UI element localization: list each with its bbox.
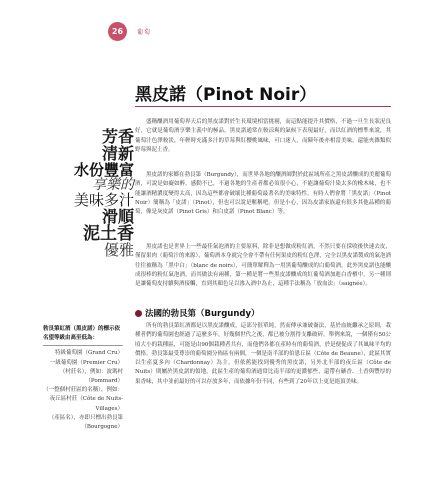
section-tag: 葡萄 — [137, 29, 152, 36]
body-paragraph — [135, 243, 391, 289]
body-paragraph — [135, 171, 391, 217]
pull-quote — [64, 129, 134, 259]
sidebar-entry: 特級葡萄園（Grand Cru） — [55, 350, 123, 357]
paragraph-text: 盛稱釀酒用葡萄界天后的黑皮諾對於生長環境相當挑剔，而這點能提升其價格，不過一旦生長狀況良好，它就是葡萄酒享樂主義中的極品。黑皮諾通常在較涼爽的氣候下表現最好，而以紅酒的標準來說，其葡萄汁色澤較淡，年輕時充滿多汁的草莓與紅櫻桃風味，可口迷人，而陳年後亦相當美味，還能夾雜類似野莓與泥土香。 — [135, 119, 391, 153]
sidebar-list — [43, 349, 123, 432]
sidebar-entry: 一級葡萄園（Premier Cru） — [49, 359, 123, 366]
section-heading — [135, 307, 260, 319]
pull-quote-word: 滑順 — [101, 206, 134, 226]
pull-quote-word: 清新 — [101, 143, 134, 163]
paragraph-text: 黑皮諾也是世界上一些最佳氣泡酒的主要原料，除非是想做成粉紅酒，不然只要在採收後快速去皮，僅留果肉（葡萄汁的來源），葡萄酒本身就完全會不帶有任何果皮的粉紅色澤，完全以黑皮諾製成的氣泡酒往往被稱為「黑中白」（blanc de noirs），可簡單解釋為一用黑葡萄釀成的白葡萄酒。此外黑皮諾也能釀成很棒的粉紅氣泡酒，而其做法有兩種，第一種是將一些黑皮諾釀成的紅葡萄酒加進白香檳中，另一種則是讓葡萄皮持續與酒接觸，直到其顏色足以滲入酒中為止，這種手法稱為「放血法」（saignée）。 — [135, 244, 391, 288]
pull-quote-word: 優雅 — [103, 241, 134, 260]
title-divider — [135, 106, 391, 107]
page-title: 黑皮諾（Pinot Noir） — [135, 85, 317, 105]
sidebar-title: 勃艮第紅酒（黑皮諾）的標示依名望等級由高至低為： — [43, 326, 121, 342]
page-number: 26 — [111, 27, 124, 36]
sidebar-entry: （一整個村莊區的名稱），例如：夜丘區村莊（Côte de Nuits-Villages） — [43, 387, 123, 412]
sidebar-entry: （村莊名），例如：波瑪村（Pommard） — [59, 368, 123, 385]
paragraph-text: 所有的勃艮第紅酒都是以黑皮諾釀成，這部分很單純，然而傳承兼破崙法，基於血統繼承之原則，栽種者們的葡萄園也經過了這麼多年，好幾個世代之後，都已被分割得支離破碎。舉例來說，一個僅有50公頃大小的栽種區，可能是由90個栽種者共有，而他們各都在產時有的葡萄酒，於是便促成了其風味平均的價格。勃艮第最受尊崇的葡萄園分佈區有兩個，一個是南半部的伯恩丘區（Côte de Beaune），此區其實以生產夏多內（Chardonnay）為主，但依舊能找到優秀的黑皮諾，另外北半部的夜丘區（Côte de Nuits）則屬於黑皮諾的領地。此區生產的葡萄酒通常比南半部的更濃郁些，還帶有礦香、土香與豐厚的果香味，其中並前最好的可以存放多年，而依據年份不同，有些到了20年以上更是絕頂美味。 — [135, 323, 391, 385]
intro-paragraph — [135, 118, 391, 155]
sidebar-divider — [43, 345, 123, 346]
pull-quote-word: 泥土香 — [83, 223, 134, 244]
bullet-icon — [135, 310, 142, 317]
section-heading-text: 法國的勃艮第（Burgundy） — [145, 309, 260, 319]
sidebar-entry: （產區名），亦即只標出勃艮第（Bourgogne） — [48, 414, 123, 431]
pull-quote-word: 水份豐富 — [73, 160, 134, 179]
paragraph-text: 黑皮諾的家鄉在勃艮第（Burgundy），而世界各地的釀酒師對於此區域所產之黑皮諾釀成的美麗葡萄酒，可說是如癡如醉。感動不已，不過各地的生產者都必須很小心，不能讓葡萄汁染太多的橡木味，也不能讓酒精濃度變得太高，因為這些都會破壞比種葡萄最著名的美味特性。有時人們會將「黑皮諾」（Pinot Noir）簡稱為「皮諾」（Pinot），但也可以說是暱稱吧。但是小心，因為皮諾家族還有很多其他品種的葡萄，像是灰皮諾（Pinot Gris）和白皮諾（Pinot Blanc）等。 — [135, 172, 391, 216]
sidebar — [43, 325, 123, 432]
pull-quote-word: 享樂的 — [92, 177, 134, 194]
page-number-badge — [108, 22, 127, 41]
pull-quote-word: 美味多汁 — [73, 191, 134, 210]
body-paragraph — [135, 322, 391, 387]
pull-quote-word: 芳香 — [101, 127, 134, 146]
